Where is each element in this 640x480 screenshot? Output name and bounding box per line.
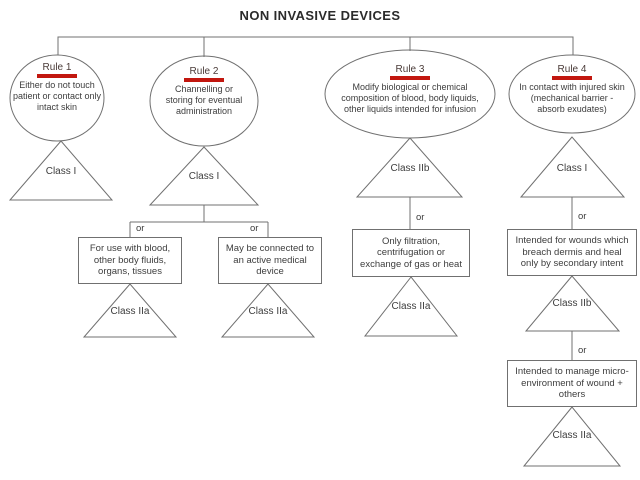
rule-4-branch1-condition-text: Intended for wounds which breach dermis and heal only by secondary intent	[515, 235, 629, 270]
rule-4-branch2-condition-text: Intended to manage micro-environment of wound + others	[515, 366, 629, 401]
top-connector-line	[58, 37, 573, 57]
rule-2-node	[149, 66, 259, 117]
rule-1-class-label: Class I	[45, 166, 77, 177]
rule-4-label: Rule 4	[557, 64, 587, 75]
rule-3-node	[328, 64, 492, 115]
rule-3-class-label: Class IIb	[390, 163, 430, 174]
rule-3-branch1-condition-text: Only filtration, centrifugation or exchange of gas or heat	[360, 235, 462, 270]
rule-2-description: Channelling or storing for eventual administration	[165, 84, 243, 116]
rule-2-branch2-condition-box	[218, 237, 322, 284]
rule-1-red-underline	[37, 74, 77, 78]
rule-4-node	[502, 64, 640, 115]
rule-4-branch2-condition-box	[507, 360, 637, 407]
rule-2-branch2-or-label: or	[250, 223, 259, 234]
rule-3-description: Modify biological or chemical composition of blood, body liquids, other liquids intended for infusion	[341, 82, 479, 114]
rule-2-label: Rule 2	[189, 66, 219, 77]
rule-2-class-label: Class I	[188, 171, 220, 182]
rule-4-class-label: Class I	[556, 163, 588, 174]
rule-3-red-underline	[390, 76, 430, 80]
rule-2-red-underline	[184, 78, 224, 82]
rule-4-branch2-class-label: Class IIa	[552, 430, 592, 441]
rule-2-branch1-class-label: Class IIa	[110, 306, 150, 317]
rule-4-branch2-or-label: or	[578, 345, 587, 356]
rule-3-branch1-or-label: or	[416, 212, 425, 223]
rule-3-branch1-class-label: Class IIa	[391, 301, 431, 312]
rule-1-description: Either do not touch patient or contact only intact skin	[12, 80, 102, 112]
rule-4-red-underline	[552, 76, 592, 80]
rule-2-branch2-class-label: Class IIa	[248, 306, 288, 317]
rule-2-branch2-condition-text: May be connected to an active medical device	[225, 243, 315, 278]
rule-4-branch1-or-label: or	[578, 211, 587, 222]
rule-2-branch1-condition-text: For use with blood, other body fluids, organs, tissues	[89, 243, 171, 278]
rule-3-label: Rule 3	[395, 64, 425, 75]
rule-3-branch1-condition-box	[352, 229, 470, 277]
rule-2-branch1-condition-box	[78, 237, 182, 284]
rule-2-split-connector-line	[130, 205, 268, 237]
rule-1-label: Rule 1	[42, 62, 72, 73]
rule-4-branch1-condition-box	[507, 229, 637, 276]
rule-2-branch1-or-label: or	[136, 223, 145, 234]
rule-1-node	[4, 62, 110, 113]
rule-4-branch1-class-label: Class IIb	[552, 298, 592, 309]
rule-4-description: In contact with injured skin (mechanical barrier - absorb exudates)	[519, 82, 625, 114]
page-title: NON INVASIVE DEVICES	[239, 8, 401, 23]
